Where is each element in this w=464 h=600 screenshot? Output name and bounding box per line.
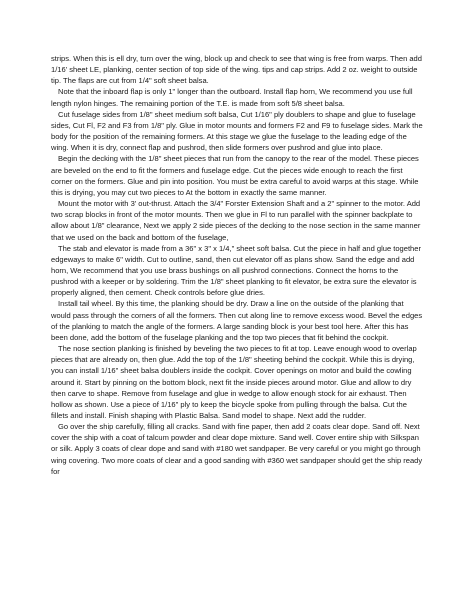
paragraph-1: strips. When this is ell dry, turn over the wing, block up and check to see that wing is free from warps. Then add 1/16' sheet LE, planking, center section of top side of the wing. tips and cap strips. Add 2 oz. weight to outside tip. The flaps are cut from 1/4" soft sheet balsa. xyxy=(51,54,422,86)
paragraph-2: Note that the inboard flap is only 1" longer than the outboard. Install flap horn, We recommend you use full length nylon hinges. The remaining portion of the T.E. is made from soft 5/8 sheet balsa. xyxy=(51,87,413,108)
paragraph-3: Cut fuselage sides from 1/8" sheet medium soft balsa, Cut 1/16" ply doublers to shape and glue to fuselage sides, Cut Fl, F2 and F3 from 1/8" ply. Glue in motor mounts and formers F2 and F9 to fuselage sides. Mark the body for the position of the remaining formers. At this stage we glue the fuselage to the leading edge of the wing. When it is dry, connect flap and pushrod, then slide formers over pushrod and glue into place. xyxy=(51,109,423,153)
paragraph-6: The stab and elevator is made from a 36" x 3" x 1/4," sheet soft balsa. Cut the piece in half and glue together edgeways to make 6" width. Cut to outline, sand, then cut elevator off as plans show. Sand the edge and add horn, We recommend that you use brass bushings on all pushrod connections. Connect the horns to the pushrod with a keeper or by soldering. Trim the 1/8" sheet planking to fit elevator, be extra sure the elevator is properly aligned, then cement. Check controls before glue dries. xyxy=(51,243,421,298)
paragraph-5: Mount the motor with 3' out-thrust. Attach the 3/4" Forster Extension Shaft and a 2" spinner to the motor. Add two scrap blocks in front of the motor mounts. Then we glue in Fl to run parallel with the spinner backplate to allow about 1/8" clearance, Next we apply 2 side pieces of the decking to the nose section in the same manner that we used on the back and bottom of the fuselage, xyxy=(51,199,421,242)
paragraph-8: The nose section planking is finished by beveling the two pieces to fit at top. Leave enough wood to overlap pieces that are already on, then glue. Add the top of the 1/8" sheeting behind the cockpit. While this is drying, you can install 1/16" sheet balsa doublers inside the cockpit. Cover openings on motor and build the cowling around it. Start by pinning on the bottom block, next fit the inside pieces around motor. Glue and allow to dry then carve to shape. Remove from fuselage and glue in wedge to allow enough stock for air exhaust. Then hollow as shown. Use a piece of 1/16" ply to keep the bicycle spoke from pulling through the balsa. Cut the fillets and install. Finish shaping with Plastic Balsa. Sand model to shape. Next add the rudder. xyxy=(51,344,417,420)
paragraph-9: Go over the ship carefully, filling all cracks. Sand with fine paper, then add 2 coats clear dope. Sand off. Next cover the ship with a coat of talcum powder and clear dope mixture. Sand well. Cover entire ship with Silkspan or silk. Apply 3 coats of clear dope and sand with #180 wet sandpaper. Be very careful or you might go through wing covering. Two more coats of clear and a good sanding with #360 wet sandpaper should get the ship ready for xyxy=(51,422,423,476)
paragraph-7: Install tail wheel. By this time, the planking should be dry. Draw a line on the outside of the planking that would pass through the corners of all the formers. Then cut along line to remove excess wood. Bevel the edges of the planking to match the angle of the formers. A large sanding block is your best tool here. After this has been done, add the bottom of the fuselage planking and the top two pieces that fit behind the cockpit. xyxy=(51,299,423,342)
paragraph-4: Begin the decking with the 1/8" sheet pieces that run from the canopy to the rear of the model. These pieces are beveled on the end to fit the formers and fuselage edge. Cut the pieces wide enough to reach the first corner on the formers. Glue and pin into position. You must be extra careful to avoid warps at this stage. While this is drying, you may cut two pieces to At the bottom in exactly the same manner. xyxy=(51,154,419,197)
